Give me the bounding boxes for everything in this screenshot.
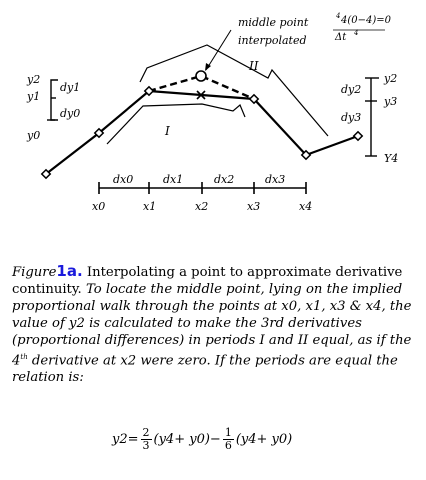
left-y0-label: y0 xyxy=(27,129,41,142)
right-y-brackets xyxy=(365,78,379,156)
formula-lhs: y2= xyxy=(112,432,139,447)
period-i-label: I xyxy=(165,124,170,138)
caption-superscript: th xyxy=(20,353,28,361)
x0-label: x0 xyxy=(92,200,106,213)
equation-denominator-sup: 4 xyxy=(354,29,359,37)
dx2-label: dx2 xyxy=(214,173,235,186)
right-y2-label: y2 xyxy=(384,72,398,85)
x3-label: x3 xyxy=(247,200,261,213)
equation-denominator: Δt xyxy=(335,32,347,43)
right-y4-label: Y4 xyxy=(384,152,399,165)
data-point-markers xyxy=(42,87,362,178)
formula-term-2: (y4+ y0) xyxy=(235,432,293,447)
x1-label: x1 xyxy=(143,200,157,213)
annotation-middle-point: middle point xyxy=(238,16,309,29)
left-y-brackets xyxy=(47,80,58,120)
formula-term-1: (y4+ y0)− xyxy=(153,432,221,447)
point-x4 xyxy=(354,132,362,140)
caption-body: To locate the middle point, lying on the implied proportional walk through the points at x0, x1, x3 & x4, the value of y2 is calculated to make the 3rd derivatives (proportional differences) in periods I and II equal, as if the 4 xyxy=(12,282,412,369)
dx3-label: dx3 xyxy=(265,173,286,186)
left-y1-label: y1 xyxy=(27,90,41,103)
middle-point-marker xyxy=(196,71,206,81)
formula-fraction-1 xyxy=(141,427,152,452)
left-y2-label: y2 xyxy=(27,73,41,86)
left-dy0-label: dy0 xyxy=(60,107,81,120)
x2-label: x2 xyxy=(195,200,209,213)
fraction-1-denominator: 3 xyxy=(142,439,150,452)
right-dy2-label: dy2 xyxy=(341,83,362,96)
equation-numerator: 4(0−4)=0 xyxy=(341,15,392,26)
caption-lead: Interpolating a point to approximate derivative continuity. xyxy=(12,265,403,297)
period-ii-label: II xyxy=(249,59,259,73)
x4-label: x4 xyxy=(299,200,313,213)
left-dy1-label: dy1 xyxy=(60,81,81,94)
figure-word: Figure xyxy=(12,265,57,280)
caption-body-end: derivative at x2 were zero. If the periods are equal the relation is: xyxy=(12,353,398,386)
right-dy3-label: dy3 xyxy=(341,111,362,124)
annotation-arrow xyxy=(206,30,231,70)
fraction-1-numerator: 2 xyxy=(142,426,150,439)
annotation-interpolated: interpolated xyxy=(238,34,307,47)
right-y3-label: y3 xyxy=(384,95,398,108)
figure-caption xyxy=(12,263,418,386)
formula-fraction-2 xyxy=(223,427,234,452)
dx0-label: dx0 xyxy=(113,173,134,186)
fraction-2-numerator: 1 xyxy=(224,426,232,439)
equation-numerator-sup: 4 xyxy=(336,12,341,20)
dx1-label: dx1 xyxy=(163,173,184,186)
fraction-2-denominator: 6 xyxy=(224,439,232,452)
interpolation-formula xyxy=(112,427,292,452)
figure-number: 1a. xyxy=(56,262,83,280)
